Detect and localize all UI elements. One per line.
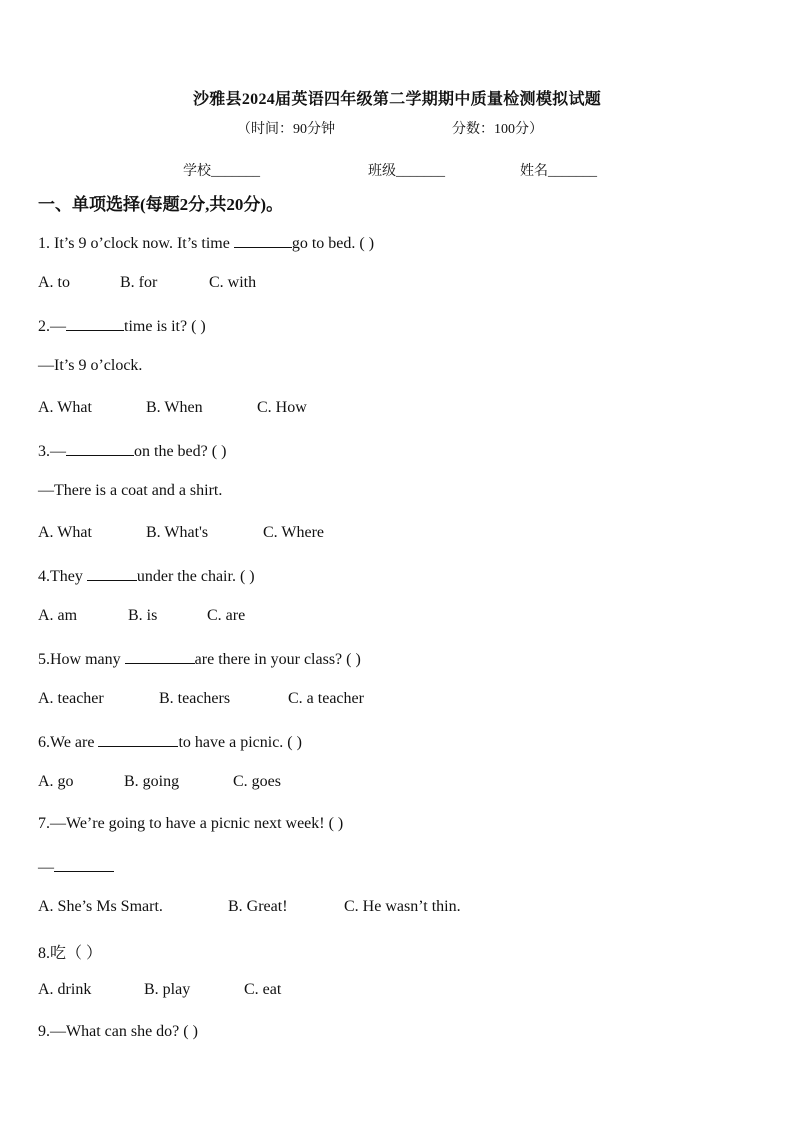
question-stem: 3.— [38, 443, 66, 460]
reply-dash: — [38, 859, 54, 876]
page-title: 沙雅县2024届英语四年级第二学期期中质量检测模拟试题 [192, 91, 602, 108]
question-stem-end: go to bed. ( ) [291, 235, 375, 252]
option-b: B. When [146, 399, 203, 416]
question-7: 7.—We’re going to have a picnic next week! ( ) [38, 815, 344, 832]
option-b: B. going [124, 773, 180, 790]
school-field: 学校_______ [183, 164, 260, 179]
question-stem: 2.— [38, 318, 66, 335]
answer-blank [66, 316, 124, 331]
option-a: A. am [38, 607, 78, 624]
question-8: 8.吃（ ） [38, 945, 103, 962]
option-b: B. What's [146, 524, 209, 541]
question-1 [38, 233, 374, 253]
reply-2: —It’s 9 o’clock. [38, 357, 143, 374]
option-b: B. play [144, 981, 191, 998]
options-8 [38, 981, 281, 999]
answer-blank [87, 566, 137, 581]
answer-blank [98, 732, 178, 747]
section-heading: 一、单项选择(每题2分,共20分)。 [38, 195, 284, 214]
option-a: A. She’s Ms Smart. [38, 898, 163, 915]
answer-blank [125, 649, 195, 664]
question-stem: 4.They [38, 568, 87, 585]
options-3 [38, 524, 324, 542]
reply-7 [38, 857, 114, 877]
option-c: C. How [257, 399, 307, 416]
question-2 [38, 316, 206, 336]
question-5 [38, 649, 361, 669]
option-a: A. What [38, 524, 92, 541]
name-field: 姓名_______ [520, 164, 597, 179]
option-c: C. a teacher [288, 690, 364, 707]
question-stem: 5.How many [38, 651, 125, 668]
question-6 [38, 732, 302, 752]
exam-score: 分数：100分） [452, 122, 543, 137]
options-5 [38, 690, 364, 708]
answer-blank [54, 857, 114, 872]
option-b: B. teachers [159, 690, 231, 707]
answer-blank [234, 233, 292, 248]
option-a: A. What [38, 399, 92, 416]
option-b: B. is [128, 607, 158, 624]
option-a: A. drink [38, 981, 92, 998]
question-stem: 6.We are [38, 734, 99, 751]
question-stem-end: are there in your class? ( ) [194, 651, 361, 668]
question-stem-end: to have a picnic. ( ) [178, 734, 302, 751]
reply-3: —There is a coat and a shirt. [38, 482, 223, 499]
question-9: 9.—What can she do? ( ) [38, 1023, 198, 1040]
option-c: C. Where [263, 524, 325, 541]
option-a: A. to [38, 274, 70, 291]
options-7 [38, 898, 461, 916]
question-4 [38, 566, 255, 586]
option-c: C. eat [244, 981, 282, 998]
question-stem-end: time is it? ( ) [124, 318, 206, 335]
option-b: B. Great! [228, 898, 288, 915]
exam-time: （时间：90分钟 [237, 122, 335, 137]
option-c: C. with [209, 274, 257, 291]
question-stem-end: on the bed? ( ) [134, 443, 227, 460]
option-a: A. teacher [38, 690, 104, 707]
option-b: B. for [120, 274, 158, 291]
options-6 [38, 773, 281, 791]
question-3 [38, 441, 226, 461]
question-stem-end: under the chair. ( ) [136, 568, 255, 585]
options-2 [38, 399, 307, 417]
question-stem: 1. It’s 9 o’clock now. It’s time [38, 235, 234, 252]
option-a: A. go [38, 773, 74, 790]
option-c: C. goes [233, 773, 281, 790]
options-1 [38, 274, 256, 292]
options-4 [38, 607, 245, 625]
answer-blank [66, 441, 134, 456]
class-field: 班级_______ [368, 164, 445, 179]
option-c: C. He wasn’t thin. [344, 898, 461, 915]
option-c: C. are [207, 607, 246, 624]
